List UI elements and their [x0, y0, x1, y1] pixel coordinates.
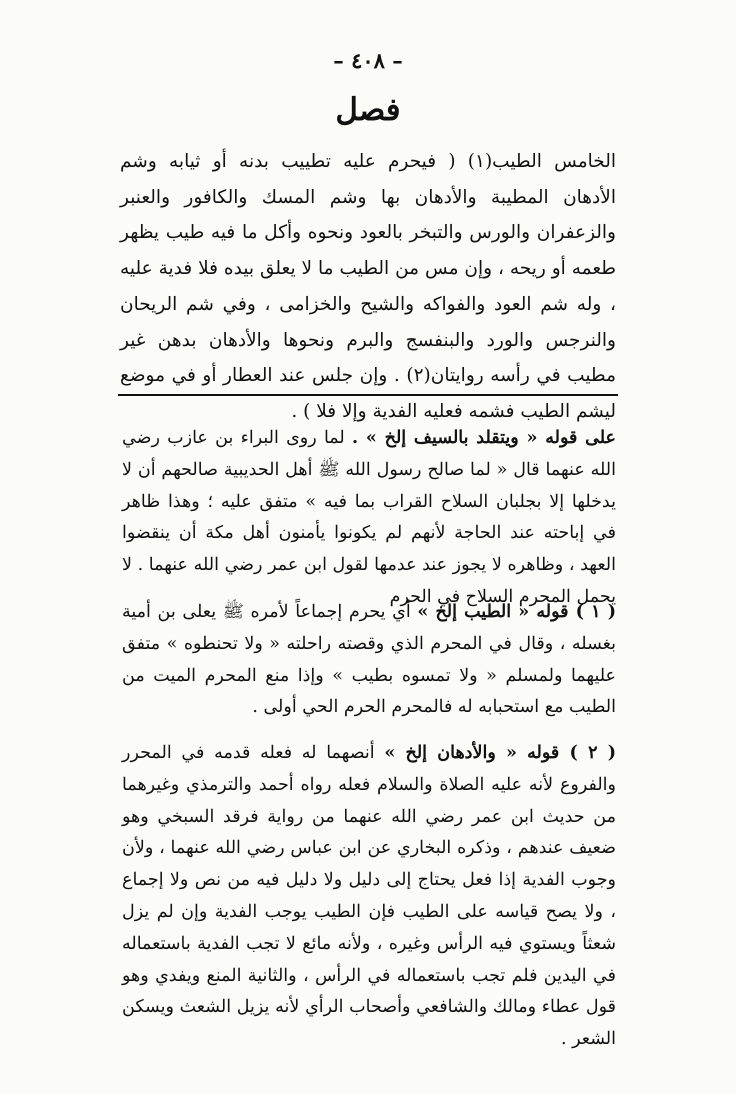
footnote-text: أي يحرم إجماعاً لأمره ﷺ يعلى بن أمية بغسله ، وقال في المحرم الذي وقصته راحلته « ولا تحنطوه » متفق عليهما ولمسلم « ولا تمسوه بطيب » وإذا منع المحرم الميت من الطيب مع استحبابه له فالمحرم الحرم الحي أولى .	[122, 602, 616, 718]
footnote-1	[122, 597, 616, 724]
footnote-continuation	[122, 423, 616, 614]
footnote-lead: ( ٢ ) قوله « والأدهان إلخ »	[384, 743, 616, 763]
footnote-text: أنصهما له فعله قدمه في المحرر والفروع لأنه عليه الصلاة والسلام فعله رواه أحمد والترمذي وغيرهما من حديث ابن عمر رضي الله عنهما من رواية فرقد السبخي وهو ضعيف عندهم ، وذكره البخاري عن ابن عباس رضي الله عنهما ، ولأن وجوب الفدية إذا فعل يحتاج إلى دليل ولا دليل فيه من نص ولا إجماع ، ولا يصح قياسه على الطيب فإن الطيب يوجب الفدية وإن لم يزل شعثاً ويستوي فيه الرأس وغيره ، ولأنه مائع لا تجب الفدية باستعماله في اليدين فلم تجب باستعماله في الرأس ، والثانية المنع ويفدي وهو قول عطاء ومالك والشافعي وأصحاب الرأي لأنه يزيل الشعث ويسكن الشعر .	[122, 743, 616, 1050]
page-number: – ٤٠٨ –	[333, 48, 403, 73]
footnote-lead: ( ١ ) قوله « الطيب إلخ »	[417, 602, 616, 622]
main-text: الخامس الطيب(١) ( فيحرم عليه تطييب بدنه أو ثيابه وشم الأدهان المطيبة والأدهان بها وشم المسك والكافور والعنبر والزعفران والورس والتبخر بالعود ونحوه وأكل ما فيه طيب يظهر طعمه أو ريحه ، وإن مس من الطيب ما لا يعلق بيده فلا فدية عليه ، وله شم العود والفواكه والشيح والخزامى ، وفي شم الريحان والنرجس والورد والبنفسج والبرم ونحوها والأدهان بدهن غير مطيب في رأسه روايتان(٢) . وإن جلس عند العطار أو في موضع ليشم الطيب فشمه فعليه الفدية وإلا فلا ) .	[120, 151, 616, 422]
footnote-2	[122, 738, 616, 1056]
footnote-lead: على قوله « ويتقلد بالسيف إلخ » .	[352, 428, 616, 448]
footnote-separator	[118, 394, 618, 396]
footnote-text: لما روى البراء بن عازب رضي الله عنهما قال « لما صالح رسول الله ﷺ أهل الحديبية صالحهم أن لا يدخلها إلا بجلبان السلاح القراب بما فيه » متفق عليه ؛ وهذا ظاهر في إباحته عند الحاجة لأنهم لم يكونوا يأمنون أهل مكة أن ينقضوا العهد ، وظاهره لا يجوز عند عدمها لقول ابن عمر رضي الله عنهما . لا يحمل المحرم السلاح في الحرم	[122, 428, 616, 607]
section-title: فصل	[335, 92, 401, 128]
